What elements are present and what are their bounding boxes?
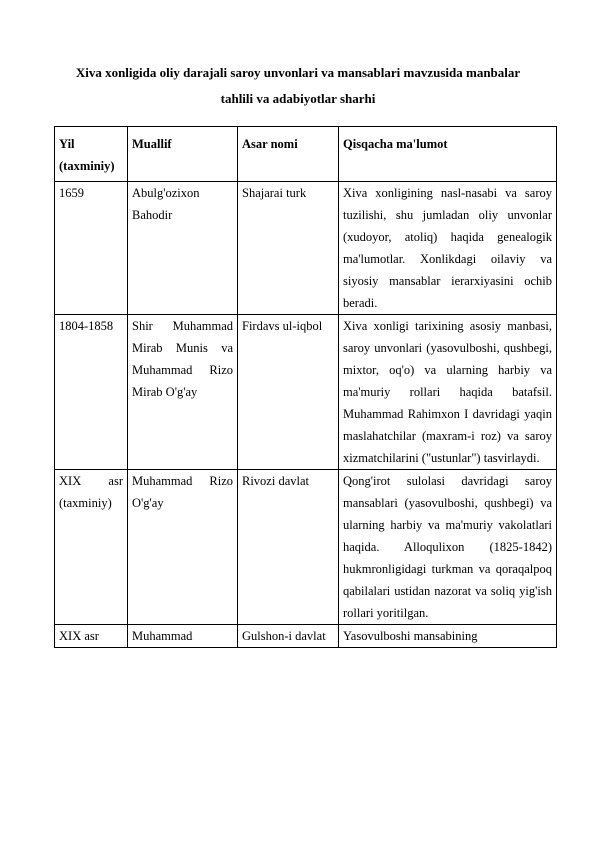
title-line-2: tahlili va adabiyotlar sharhi: [220, 91, 376, 106]
cell-summary: Xiva xonligi tarixining asosiy manbasi, saroy unvonlari (yasovulboshi, qushbegi, mixtor, oq'o) va ularning harbiy va ma'muriy rollari haqida batafsil. Muhammad Rahimxon I davridagi yaqin maslahatchilar (maxram-i roz) va saroy xizmatchilarini ("ustunlar") tasvirlaydi.: [339, 315, 557, 470]
cell-author: Muhammad: [128, 625, 238, 648]
cell-work: Rivozi davlat: [238, 470, 339, 625]
cell-year: XIX asr: [55, 625, 128, 648]
cell-author: Muhammad Rizo O'g'ay: [128, 470, 238, 625]
table-row: [55, 315, 557, 470]
cell-work: Gulshon-i davlat: [238, 625, 339, 648]
cell-author: Shir Muhammad Mirab Munis va Muhammad Rizo Mirab O'g'ay: [128, 315, 238, 470]
cell-work: Shajarai turk: [238, 182, 339, 315]
table-row: [55, 625, 557, 648]
table-row: [55, 470, 557, 625]
cell-year: 1659: [55, 182, 128, 315]
cell-summary: Qong'irot sulolasi davridagi saroy mansablari (yasovulboshi, qushbegi) va ularning harbiy va ma'muriy vakolatlari haqida. Alloqulixon (1825-1842) hukmronligidagi turkman va qoraqalpoq qabilalari ustidan nazorat va soliq yig'ish rollari yoritilgan.: [339, 470, 557, 625]
sources-table: [54, 126, 557, 648]
title-line-1: Xiva xonligida oliy darajali saroy unvonlari va mansablari mavzusida manbalar: [75, 65, 521, 80]
cell-year: 1804-1858: [55, 315, 128, 470]
header-year: Yil (taxminiy): [55, 127, 128, 182]
cell-summary: Yasovulboshi mansabining: [339, 625, 557, 648]
cell-author: Abulg'ozixon Bahodir: [128, 182, 238, 315]
header-summary: Qisqacha ma'lumot: [339, 127, 557, 182]
table-row: [55, 182, 557, 315]
header-author: Muallif: [128, 127, 238, 182]
page-title: [40, 60, 556, 112]
header-work: Asar nomi: [238, 127, 339, 182]
cell-work: Firdavs ul-iqbol: [238, 315, 339, 470]
cell-summary: Xiva xonligining nasl-nasabi va saroy tuzilishi, shu jumladan oliy unvonlar (xudoyor, atoliq) haqida genealogik ma'lumotlar. Xonlikdagi oilaviy va siyosiy mansablar ierarxiyasini ochib beradi.: [339, 182, 557, 315]
cell-year: XIX asr (taxminiy): [55, 470, 128, 625]
table-header-row: [55, 127, 557, 182]
